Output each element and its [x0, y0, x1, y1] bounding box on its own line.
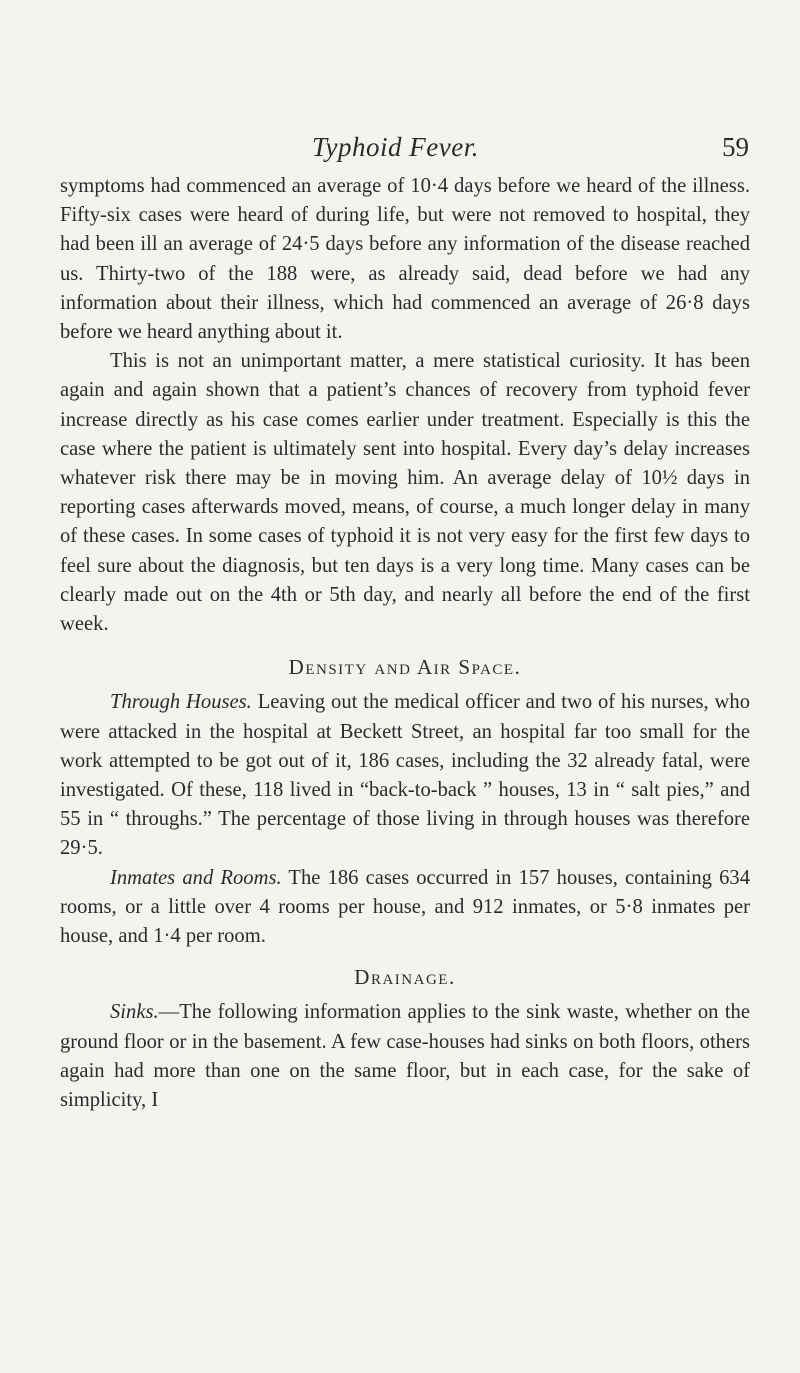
body-text — [60, 172, 750, 1115]
paragraph-through-houses — [60, 688, 750, 863]
paragraph-sinks — [60, 998, 750, 1115]
page-number: 59 — [722, 132, 749, 162]
paragraph-delay: This is not an unimportant matter, a mere statistical curiosity. It has been again and again shown that a patient’s chances of recovery from typhoid fever increase directly as his case comes earlier under treatment. Especially is this the case where the patient is ultimately sent into hospital. Every day’s delay increases whatever risk there may be in moving him. An average delay of 10½ days in reporting cases afterwards moved, means, of course, a much longer delay in many of these cases. In some cases of typhoid it is not very easy for the first few days to feel sure about the diagnosis, but ten days is a very long time. Many cases can be clearly made out on the 4th or 5th day, and nearly all before the end of the first week. — [60, 350, 750, 636]
paragraph-sinks-text: —The following information applies to the sink waste, whether on the ground floor or in the basement. A few case-houses had sinks on both floors, others again had more than one on the same floor, but in each case, for the sake of simplicity, I — [60, 1001, 750, 1112]
running-title: Typhoid Fever. — [312, 132, 479, 162]
run-in-heading-inmates-rooms: Inmates and Rooms. — [110, 866, 282, 889]
section-heading-drainage: Drainage. — [354, 965, 456, 990]
section-heading-density: Density and Air Space. — [288, 655, 522, 680]
paragraph-continued: symptoms had commenced an average of 10·4 days before we heard of the illness. Fifty-six cases were heard of during life, but were not removed to hospital, they had been ill an average of 24·5 days before any information of the disease reached us. Thirty-two of the 188 were, as already said, dead before we had any information about their illness, which had commenced an average of 26·8 days before we heard anything about it. — [60, 175, 750, 344]
run-in-heading-through-houses: Through Houses. — [110, 691, 252, 714]
run-in-heading-sinks: Sinks. — [110, 1001, 159, 1024]
running-head — [0, 132, 800, 168]
paragraph-inmates-rooms-text: The 186 cases occurred in 157 houses, containing 634 rooms, or a little over 4 rooms per house, and 912 inmates, or 5·8 inmates per house, and 1·4 per room. — [60, 866, 750, 948]
paragraph-through-houses-text: Leaving out the medical officer and two of his nurses, who were attacked in the hospital at Beckett Street, an hospital far too small for the work attempted to be got out of it, 186 cases, including the 32 already fatal, were investigated. Of these, 118 lived in “back-to-back ” houses, 13 in “ salt pies,” and 55 in “ throughs.” The percentage of those living in through houses was therefore 29·5. — [60, 691, 751, 860]
paragraph-inmates-rooms — [60, 864, 750, 952]
